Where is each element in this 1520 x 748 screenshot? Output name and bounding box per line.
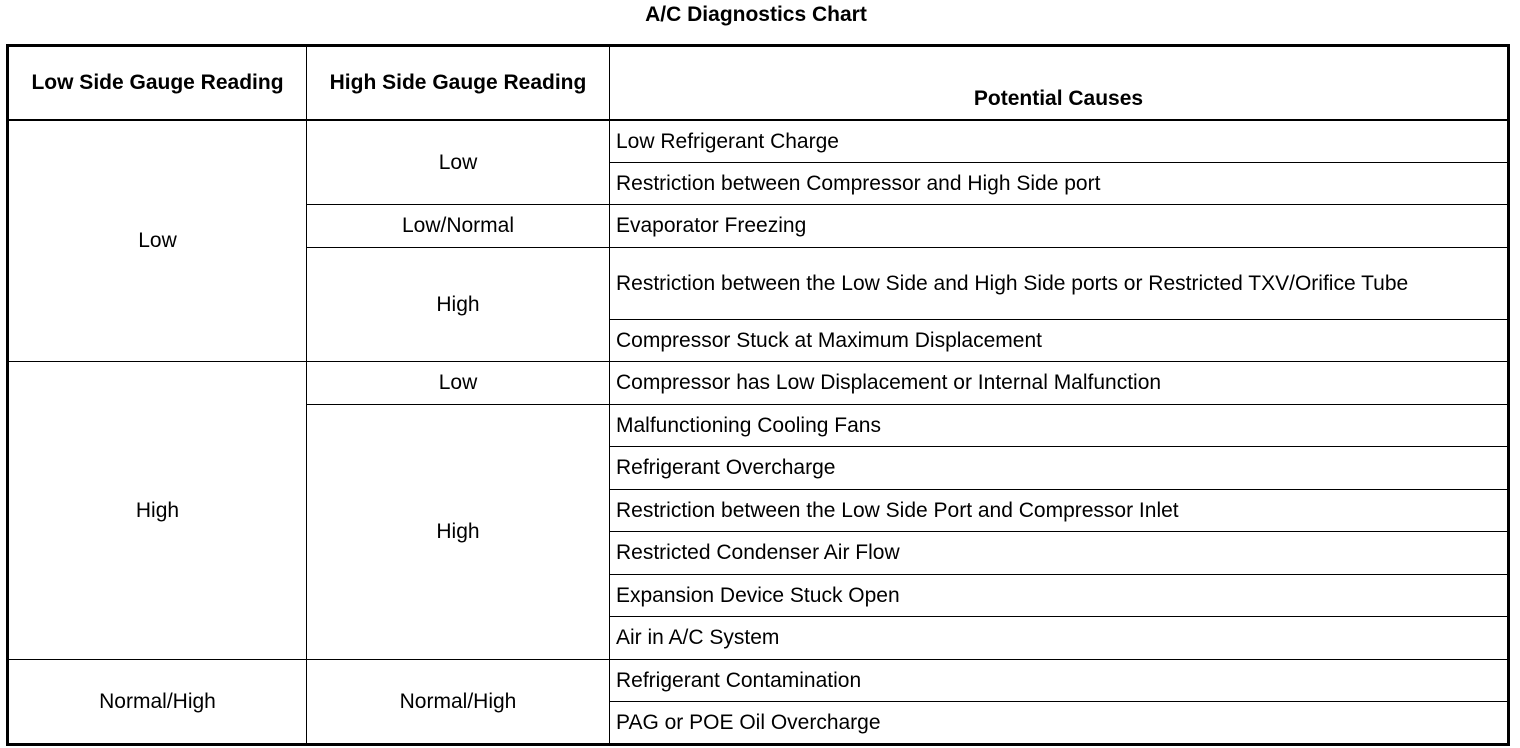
cause-cell: Refrigerant Overcharge (610, 447, 1509, 490)
cause-cell: Expansion Device Stuck Open (610, 574, 1509, 617)
high-side-value-low: Low (307, 120, 610, 205)
cause-cell: Malfunctioning Cooling Fans (610, 404, 1509, 447)
cause-cell: Restriction between Compressor and High Side port (610, 162, 1509, 205)
high-side-value-low: Low (307, 362, 610, 405)
high-side-header: High Side Gauge Reading (307, 46, 610, 120)
table-row (8, 659, 1509, 702)
chart-title: A/C Diagnostics Chart (645, 3, 867, 26)
cause-cell: Evaporator Freezing (610, 205, 1509, 248)
table-row (8, 120, 1509, 163)
table-header (8, 46, 1509, 120)
low-side-value-low: Low (8, 120, 307, 362)
high-side-value-high: High (307, 404, 610, 659)
low-side-value-normal-high: Normal/High (8, 659, 307, 744)
cause-cell: Air in A/C System (610, 617, 1509, 660)
high-side-value-normal-high: Normal/High (307, 659, 610, 744)
cause-cell: Compressor Stuck at Maximum Displacement (610, 319, 1509, 362)
cause-cell: Low Refrigerant Charge (610, 120, 1509, 163)
header-row (8, 46, 1509, 120)
cause-cell: Refrigerant Contamination (610, 659, 1509, 702)
high-side-value-high: High (307, 247, 610, 362)
causes-header: Potential Causes (610, 46, 1509, 120)
table-row (8, 362, 1509, 405)
low-side-value-high: High (8, 362, 307, 660)
cause-cell: Restriction between the Low Side Port and Compressor Inlet (610, 489, 1509, 532)
cause-cell: Compressor has Low Displacement or Internal Malfunction (610, 362, 1509, 405)
table-body (8, 120, 1509, 745)
diagnostics-table (6, 44, 1510, 746)
cause-cell: PAG or POE Oil Overcharge (610, 702, 1509, 745)
low-side-header: Low Side Gauge Reading (8, 46, 307, 120)
cause-cell: Restriction between the Low Side and High Side ports or Restricted TXV/Orifice Tube (610, 247, 1509, 319)
high-side-value-low-normal: Low/Normal (307, 205, 610, 248)
cause-cell: Restricted Condenser Air Flow (610, 532, 1509, 575)
